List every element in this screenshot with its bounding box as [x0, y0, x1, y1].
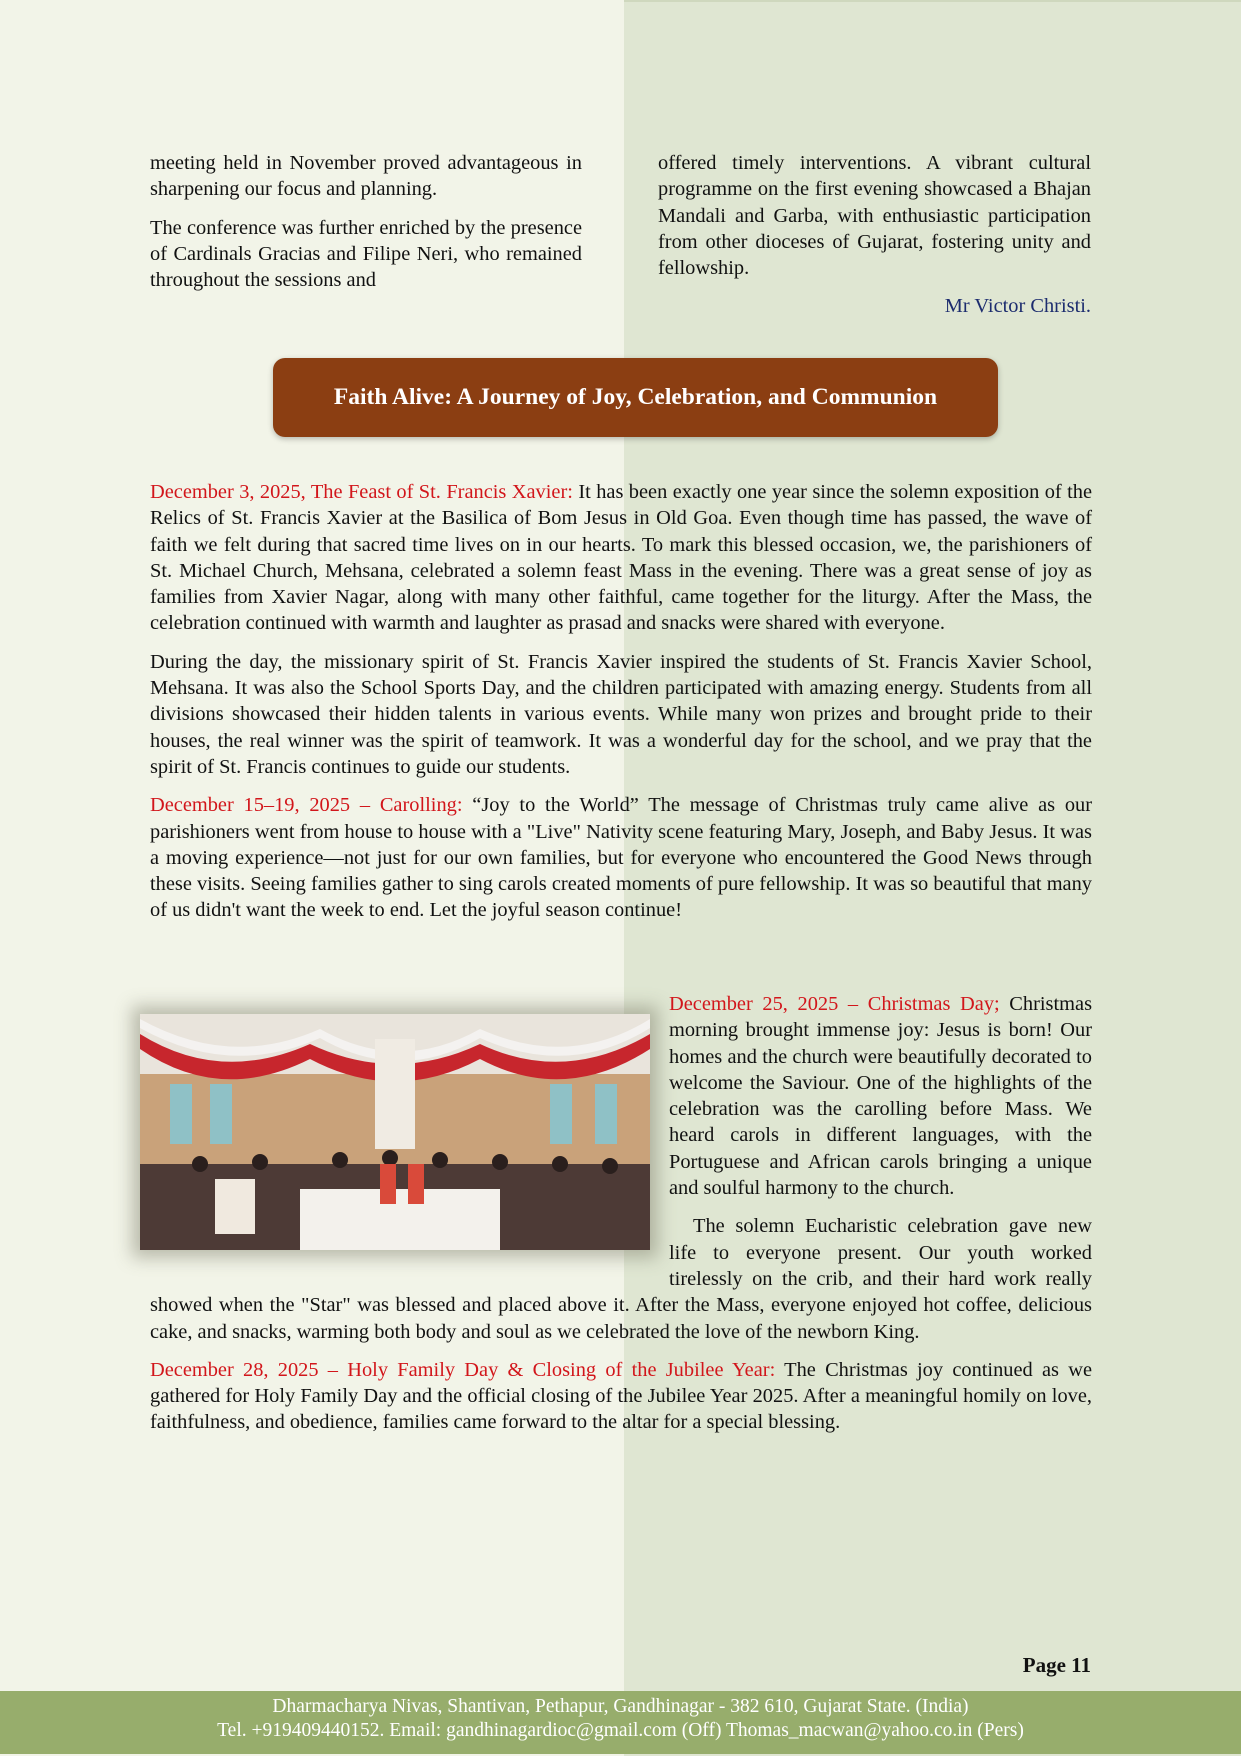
- main-article: [150, 479, 1092, 936]
- top-left-paragraph-2: The conference was further enriched by the presence of Cardinals Gracias and Filipe Neri, who remained throughout the sessions and: [150, 216, 582, 292]
- top-right-paragraph-1: offered timely interventions. A vibrant cultural programme on the first evening showcased a Bhajan Mandali and Garba, with enthusiastic participation from other dioceses of Gujarat, fostering unity and fellowship.: [658, 152, 1091, 280]
- article-body: The Christmas joy continued as we gathered for Holy Family Day and the official closing of the Jubilee Year 2025. After a meaningful homily on love, faithfulness, and obedience, families came forward to the altar for a special blessing.: [150, 1358, 1092, 1434]
- section-banner: [273, 358, 998, 437]
- author-signature: Mr Victor Christi.: [944, 295, 1091, 318]
- article-heading: December 25, 2025 – Christmas Day;: [669, 993, 1000, 1015]
- article-sports-day: [150, 649, 1092, 780]
- section-title: Faith Alive: A Journey of Joy, Celebration, and Communion: [333, 384, 938, 410]
- christmas-paragraph-2: The solemn Eucharistic celebration gave new life to everyone present. Our youth worked tirelessly on the crib, and their hard work really showed when the "Star" was blessed and placed above it. After the Mass, everyone enjoyed hot coffee, delicious cake, and snacks, warming both body and soul as we celebrated the love of the newborn King.: [150, 1215, 1092, 1343]
- photo-spacer: [150, 991, 669, 1266]
- article-body: During the day, the missionary spirit of St. Francis Xavier inspired the students of St. Francis Xavier School, Mehsana. It was also the School Sports Day, and the children participated with amazing energy. Students from all divisions showcased their hidden talents in various events. While many won prizes and brought pride to their houses, the real winner was the spirit of teamwork. It was a wonderful day for the school, and we pray that the spirit of St. Francis continues to guide our students.: [150, 650, 1092, 778]
- article-christmas-day: [150, 991, 1092, 1436]
- top-left-paragraph-1: meeting held in November proved advantageous in sharpening our focus and planning.: [150, 152, 582, 201]
- article-heading: December 28, 2025 – Holy Family Day & Closing of the Jubilee Year:: [150, 1358, 776, 1381]
- footer-contact: Tel. +919409440152. Email: gandhinagardioc@gmail.com (Off) Thomas_macwan@yahoo.co.in (Pers): [217, 1720, 1024, 1741]
- footer-address: Dharmacharya Nivas, Shantivan, Pethapur, Gandhinagar - 382 610, Gujarat State. (India): [272, 1696, 969, 1717]
- page-footer: [0, 1691, 1241, 1754]
- top-right-column: [658, 150, 1091, 319]
- article-carolling: [150, 792, 1092, 923]
- article-body: Christmas morning brought immense joy: Jesus is born! Our homes and the church were beautifully decorated to welcome the Saviour. One of the highlights of the celebration was the carolling before Mass. We heard carols in different languages, with the Portuguese and African carols bringing a unique and soulful harmony to the church.: [669, 993, 1093, 1200]
- article-feast-francis-xavier: [150, 479, 1092, 637]
- article-heading: December 3, 2025, The Feast of St. Francis Xavier:: [150, 481, 573, 503]
- article-heading: December 15–19, 2025 – Carolling:: [150, 794, 463, 817]
- page-number: Page 11: [1022, 1653, 1091, 1677]
- article-body: “Joy to the World” The message of Christmas truly came alive as our parishioners went from house to house with a "Live" Nativity scene featuring Mary, Joseph, and Baby Jesus. It was a moving experience—not just for our own families, but for everyone who encountered the Good News through these visits. Seeing families gather to sing carols created moments of pure fellowship. It was so beautiful that many of us didn't want the week to end. Let the joyful season continue!: [150, 794, 1093, 922]
- top-left-column: [150, 150, 582, 305]
- article-body: It has been exactly one year since the solemn exposition of the Relics of St. Francis Xavier at the Basilica of Bom Jesus in Old Goa. Even though time has passed, the wave of faith we felt during that sacred time lives on in our hearts. To mark this blessed occasion, we, the parishioners of St. Michael Church, Mehsana, celebrated a solemn feast Mass in the evening. There was a great sense of joy as families from Xavier Nagar, along with many other faithful, came together for the liturgy. After the Mass, the celebration continued with warmth and laughter as prasad and snacks were shared with everyone.: [150, 481, 1093, 635]
- article-holy-family-day: [150, 1357, 1092, 1436]
